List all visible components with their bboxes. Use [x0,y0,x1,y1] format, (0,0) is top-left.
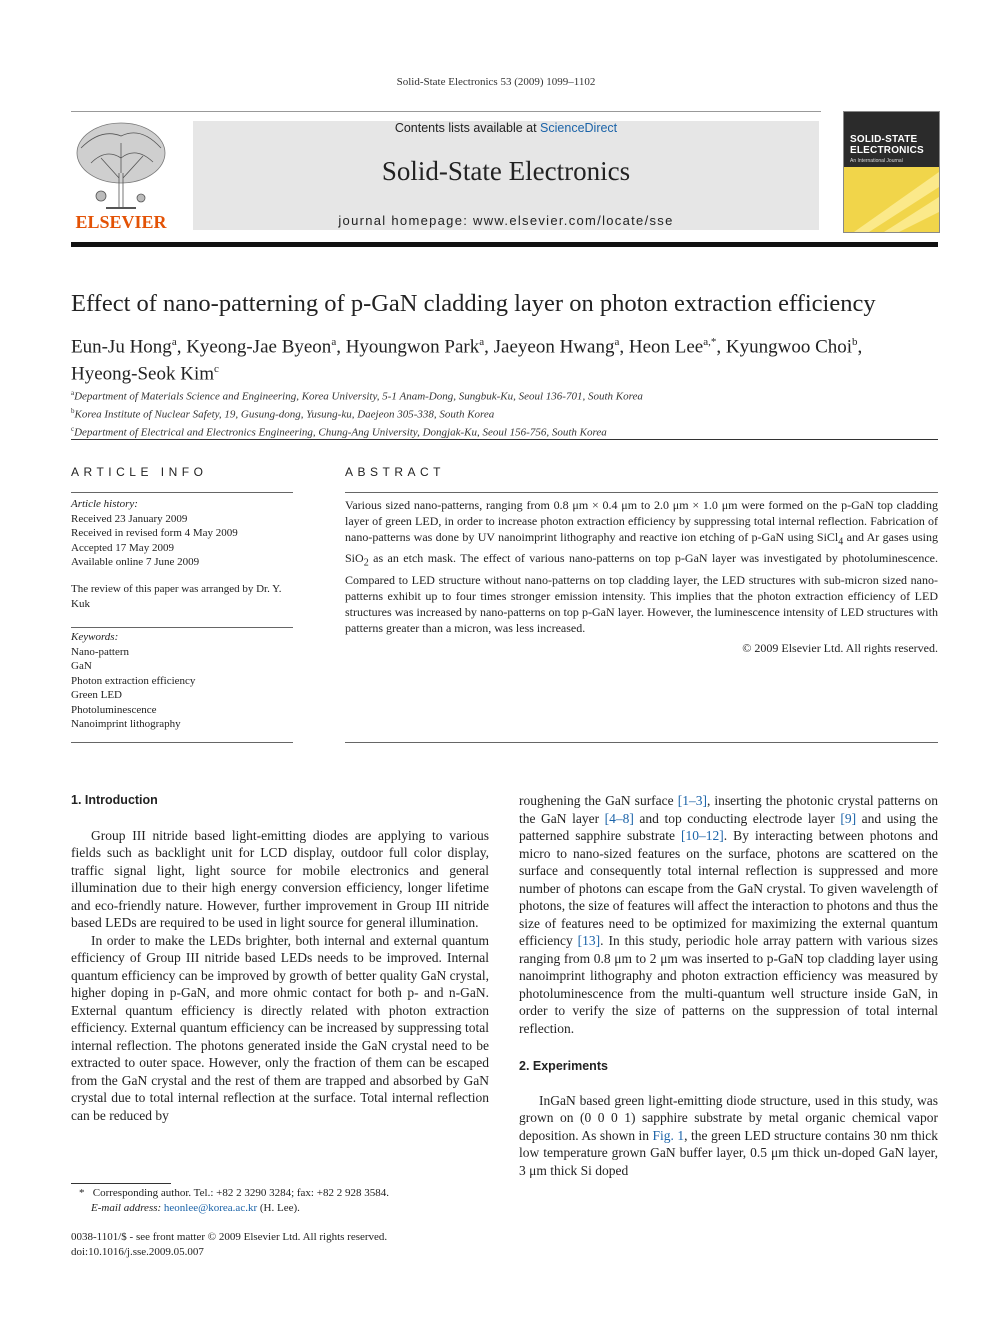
author-affil-mark: a [614,336,620,348]
citation-link[interactable]: [4–8] [604,810,634,826]
affiliation-mark: c [71,424,75,433]
affiliation-mark: a [71,389,75,397]
author: Hyoungwon Park [345,336,480,358]
affiliation: $^b$Korea Institute of Nuclear Safety, 19, Gusung-dong, Yusung-ku, Daejeon 305-338, South Korea [71,406,495,421]
review-note: The review of this paper was arranged by Dr. Y. Kuk [71,583,282,610]
affiliation: $^c$Department of Electrical and Electronics Engineering, Chung-Ang University, Dongjak-Ku, Seoul 156-756, South Korea [71,424,607,439]
author: Kyungwoo Choi [725,336,853,358]
paragraph: Group III nitride based light-emitting diodes are applying to various fields such as backlight unit for LCD display, outdoor full color display, traffic signal light, light source for mobile electronics and general illumination due to their high energy conversion efficiency, longer lifetime and eco-friendly nature. However, further improvement in Group III nitride based LEDs are required to be used in light source for general illumination. [71,827,489,930]
publication-info [71,1230,491,1259]
footnote-rule [71,1183,171,1184]
history-label: Article history: [71,498,138,510]
cover-title-line1: SOLID-STATE [850,134,918,145]
keyword: Nanoimprint lithography [71,718,181,730]
cover-stripes [844,167,939,232]
cover-title-line2: ELECTRONICS [850,145,924,156]
paper-title: Effect of nano-patterning of p-GaN cladding layer on photon extraction efficiency [71,290,876,317]
keyword: Photoluminescence [71,703,157,716]
journal-title: Solid-State Electronics [381,156,631,186]
author-affil-mark: b [852,336,858,348]
affiliation: $^a$Department of Materials Science and Engineering, Korea University, 5-1 Anam-Dong, Sungbuk-Ku, Seoul 136-701, South Korea [71,389,643,403]
citation-link[interactable]: [10–12] [681,828,724,843]
author-list: Eun-Ju Hong$^a$, Kyeong-Jae Byeon$^a$, Hyoungwon Park$^a$, Jaeyeon Hwang$^a$, Heon Lee$^{a,*}$, Kyungwoo Choi$^b$, Hyeong-Seok Kim$^c$ [71,336,863,385]
paragraph: InGaN based green light-emitting diode structure, used in this study, was grown on (0 0 0 1) sapphire substrate by metal organic chemical vapor deposition. As shown in Fig. 1, the green LED structure contains 30 nm thick low temperature grown GaN buffer layer, 0.5 μm thick un-doped GaN layer, 3 μm thick Si doped [519,1092,938,1178]
email-label: E-mail address: [91,1201,162,1214]
author-affil-mark: c [214,363,219,376]
corresponding-author: Corresponding author. Tel.: +82 2 3290 3284; fax: +82 2 928 3584. [92,1187,389,1199]
keyword: Photon extraction efficiency [71,674,196,687]
affiliations [71,386,938,440]
article-history [71,497,296,570]
abstract-text: Various sized nano-patterns, ranging from 0.8 μm × 0.4 μm to 2.0 μm × 1.0 μm were formed on the p-GaN top cladding layer of green LED, in order to increase photon extraction efficiency by suppressing total internal reflection. Fabrication of nano-patterns was done by UV nanoimprint lithography and reactive ion etching of p-GaN using SiCl$_4$ and Ar gases using SiO$_2$ as an etch mask. The effect of various nano-patterns on top p-GaN layer was investigated by photoluminescence. Compared to LED structure without nano-patterns on top cladding layer, the LED structures with sub-micron sized nano-patterns exhibit up to four times stronger emission intensity. This implies that the photon extraction efficiency of LED structures was increased by nano-patterns on top p-GaN layer. However, the luminescence intensity of LED structures with patterns greater than a micron, was less increased. [345,498,938,635]
accepted-date: Accepted 17 May 2009 [71,541,174,554]
footnote-mark: * [79,1187,85,1199]
author-affil-mark[interactable]: a,* [703,336,717,348]
contents-line [193,121,819,135]
abstract-heading: ABSTRACT [345,465,446,479]
header-rule [71,111,821,112]
citation-link[interactable]: [13] [577,933,601,948]
section-rule [71,439,938,440]
keyword: GaN [71,660,92,672]
author-affil-mark: a [171,336,177,348]
issn-line: 0038-1101/$ - see front matter © 2009 Elsevier Ltd. All rights reserved. [71,1231,388,1243]
section-heading: 2. Experiments [519,1059,608,1073]
journal-homepage[interactable]: journal homepage: www.elsevier.com/locate/sse [338,213,674,228]
body-left-column [71,792,489,1124]
keyword: Green LED [71,689,123,701]
figure-link[interactable]: Fig. 1 [652,1127,685,1143]
paragraph: roughening the GaN surface [1–3], inserting the photonic crystal patterns on the GaN layer [4–8] and top conducting electrode layer [9] and using the patterned sapphire substrate [10–12]. By interacting between photons and micro to nano-sized features on the surface, photons are scattered on the surface and consequently total internal reflection is suppressed and more number of photons can escape from the GaN crystal. To given wavelength of photons, the size of features will affect the interaction to photons and thus the size of features need to be optimized for maximizing the external quantum efficiency [13]. In this study, periodic hole array pattern with various sizes ranging from 0.8 μm to 2 μm was inserted to p-GaN top cladding layer using nanoimprint lithography and photon extraction efficiency was measured by photoluminescence from the multi-quantum well structure inside GaN, in order to verify the size of patterns on the suppression of total internal reflection. [519,793,939,1036]
article-info-rule [71,627,293,628]
author: Heon Lee [628,336,704,358]
revised-date: Received in revised form 4 May 2009 [71,527,238,539]
article-info-rule [71,742,293,743]
journal-citation: Solid-State Electronics 53 (2009) 1099–1102 [396,76,596,88]
corresponding-author-footnote: * Corresponding author. Tel.: +82 2 3290 3284; fax: +82 2 928 3584. E-mail address: heonlee@korea.ac.kr (H. Lee). [79,1187,389,1214]
keywords-label: Keywords: [71,631,119,643]
article-info-rule [71,492,293,493]
doi-line: doi:10.1016/j.sse.2009.05.007 [71,1245,204,1258]
citation-link[interactable]: [9] [840,810,857,826]
abstract-copyright: © 2009 Elsevier Ltd. All rights reserved. [742,641,938,655]
keyword: Nano-pattern [71,645,130,658]
author-affil-mark: a [479,336,485,348]
section-heading: 1. Introduction [71,793,158,807]
email-link[interactable]: heonlee@korea.ac.kr [163,1201,258,1214]
sciencedirect-link[interactable]: ScienceDirect [540,121,618,135]
affiliation-mark: b [71,406,75,415]
author-affil-mark: a [331,336,337,348]
article-info-heading: ARTICLE INFO [71,465,208,479]
author: Kyeong-Jae Byeon [186,336,332,358]
abstract-rule [345,742,938,743]
subscript: 2 [363,557,369,569]
cover-subtitle: An International Journal [850,158,903,164]
author: Hyeong-Seok Kim [71,363,215,385]
paragraph: In order to make the LEDs brighter, both internal and external quantum efficiency of Group III nitride based LEDs needs to be improved. Internal quantum efficiency can be improved by growth of better quality GaN crystal, higher doping in p-GaN, and more ohmic contact for both p- and n-GaN. External quantum efficiency is directly related with photon extraction efficiency. External quantum efficiency can be increased by suppressing total internal reflection. The photons generated inside the GaN crystal need to be extracted to outer space. However, only the fraction of them can be escaped from the GaN crystal and the rest of them are trapped and absorbed by GaN crystal due to total internal reflection at the surface. Total internal reflection can be reduced by [71,932,489,1123]
body-right-column [519,792,938,1179]
header-thick-rule [71,242,938,247]
subscript: 4 [838,536,844,548]
online-date: Available online 7 June 2009 [71,556,200,568]
author: Jaeyeon Hwang [493,336,615,358]
abstract-rule [345,492,938,493]
publisher-wordmark: ELSEVIER [75,212,167,232]
received-date: Received 23 January 2009 [71,512,188,525]
contents-prefix: Contents lists available at [394,121,541,135]
citation-link[interactable]: [1–3] [677,793,707,808]
author: Eun-Ju Hong [71,336,172,358]
journal-cover [843,111,940,233]
keywords [71,630,296,732]
